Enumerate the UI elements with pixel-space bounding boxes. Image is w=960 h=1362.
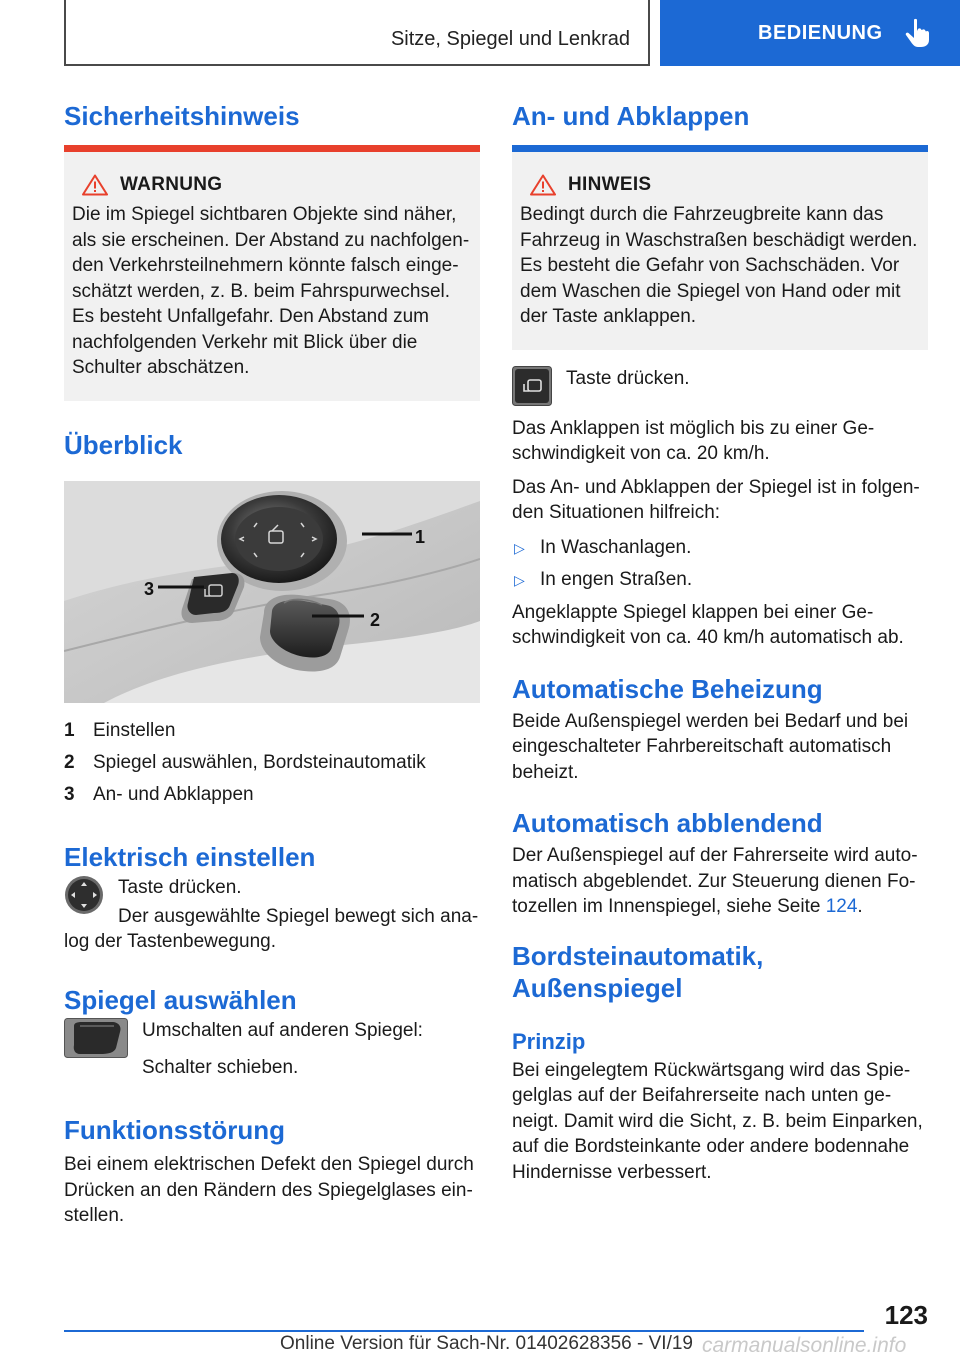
curb-heading-line-1: Bordsteinautomatik,: [512, 940, 764, 971]
legend-number: 1: [64, 719, 75, 741]
warning-text-1: Die im Spiegel sichtbaren Objekte sind näher, als sie erscheinen. Der Abstand zu nachfolgenden Verkehrsteilnehmern könnte falsch eingeschätzt werden, z. B. beim Fahrspurwechsel.: [72, 204, 470, 302]
list-item: [64, 715, 480, 747]
situation-list: [512, 532, 928, 596]
electric-text-1: Taste drücken.: [118, 876, 242, 898]
principle-heading: Prinzip: [512, 1028, 586, 1054]
select-text-2: Schalter schieben.: [142, 1057, 299, 1078]
page-number: 123: [884, 1300, 928, 1330]
triangle-bullet-icon: ▷: [514, 571, 525, 588]
pointing-hand-icon: [903, 18, 931, 48]
header-section-title: Sitze, Spiegel und Lenkrad: [390, 28, 630, 50]
notice-rule: [512, 145, 928, 152]
fold-text-1: Das Anklappen ist möglich bis zu einer Geschwindigkeit von ca. 20 km/h.: [512, 417, 875, 464]
notice-box: [512, 152, 928, 350]
warning-triangle-icon: [82, 174, 108, 196]
dimming-heading: Automatisch abblendend: [512, 808, 823, 838]
mirror-switch-icon: [64, 1018, 128, 1058]
principle-text: Bei eingelegtem Rückwärtsgang wird das Spiegelglas auf der Beifahrerseite nach unten geneigt. Damit wird die Sicht, z. B. beim Einparken, auf die Bordsteinkante oder andere bodennahe Hindernisse verbessert.: [512, 1059, 923, 1183]
dimming-text: [512, 843, 928, 920]
notice-text-1: Bedingt durch die Fahrzeugbreite kann das Fahrzeug in Waschstraßen beschädigt werden.: [520, 204, 918, 251]
electric-heading: Elektrisch einstellen: [64, 841, 316, 872]
curb-heading-line-2: Außenspiegel: [512, 972, 683, 1003]
warning-text-2: Es besteht Unfallgefahr. Den Abstand zum nachfolgenden Verkehr mit Blick über die Schulter abschätzen.: [72, 306, 429, 378]
notice-label: HINWEIS: [568, 174, 652, 195]
triangle-bullet-icon: ▷: [514, 539, 525, 556]
legend-number: 3: [64, 783, 75, 805]
curb-heading: [512, 940, 928, 1004]
warning-rule: [64, 145, 480, 152]
select-text-1: Umschalten auf anderen Spiegel:: [142, 1020, 423, 1041]
select-heading: Spiegel auswählen: [64, 985, 297, 1015]
electric-text-2-start: Der ausgewählte Spiegel bewegt sich ana-: [118, 905, 479, 927]
dimming-text-end: .: [857, 896, 863, 917]
header-tab-bedienung[interactable]: [660, 0, 960, 66]
legend-text: Einstellen: [93, 719, 176, 741]
bullet-text: In engen Straßen.: [540, 568, 693, 590]
warning-label: WARNUNG: [120, 174, 223, 195]
list-item: [64, 779, 480, 811]
overview-heading: Überblick: [64, 429, 183, 460]
legend-number: 2: [64, 751, 75, 773]
legend-text: Spiegel auswählen, Bordsteinautomatik: [93, 751, 426, 773]
callout-2: 2: [370, 609, 381, 630]
overview-legend: [64, 715, 480, 811]
list-item: [512, 564, 928, 596]
footer-rule: [64, 1330, 864, 1332]
press-text: Taste drücken.: [566, 367, 690, 389]
fold-text-2: Das An- und Abklappen der Spiegel ist in folgenden Situationen hilfreich:: [512, 476, 920, 523]
fault-text: Bei einem elektrischen Defekt den Spiegel durch Drücken an den Rändern des Spiegelglases einstellen.: [64, 1154, 474, 1226]
warning-box: [64, 152, 480, 401]
mirror-adjust-button-icon: [64, 875, 104, 915]
fault-heading: Funktionsstörung: [64, 1115, 285, 1145]
warning-triangle-icon: [530, 174, 556, 196]
page-124-link[interactable]: 124: [825, 896, 858, 917]
footer-online-version: Online Version für Sach-Nr. 01402628356 - VI/19: [280, 1333, 693, 1354]
heating-text: Beide Außenspiegel werden bei Bedarf und bei eingeschalteter Fahrbereitschaft automatisch beheizt.: [512, 710, 909, 783]
fold-text-3: Angeklappte Spiegel klappen bei einer Geschwindigkeit von ca. 40 km/h automatisch ab.: [512, 601, 904, 648]
legend-text: An- und Abklappen: [93, 783, 254, 805]
list-item: [64, 747, 480, 779]
fold-button-icon: [512, 366, 552, 406]
fold-heading: An- und Abklappen: [512, 101, 750, 131]
mirror-controls-photo: [64, 481, 480, 703]
heating-heading: Automatische Beheizung: [512, 673, 823, 704]
safety-heading: Sicherheitshinweis: [64, 101, 300, 131]
electric-text-2-end: log der Tastenbewegung.: [64, 930, 276, 952]
header-section-box: [64, 0, 650, 66]
header-tab-label: BEDIENUNG: [758, 21, 883, 44]
callout-3: 3: [144, 578, 155, 599]
callout-1: 1: [415, 526, 426, 547]
dimming-text-body: Der Außenspiegel auf der Fahrerseite wird automatisch abgeblendet. Zur Steuerung dienen Fotozellen im Innenspiegel, siehe Seite: [512, 845, 918, 917]
right-column: [512, 100, 928, 1185]
watermark: carmanualsonline.info: [702, 1334, 907, 1357]
notice-text-2: Es besteht die Gefahr von Sachschäden. Vor dem Waschen die Spiegel von Hand oder mit der Taste anklappen.: [520, 255, 901, 327]
left-column: [64, 100, 480, 1229]
bullet-text: In Waschanlagen.: [540, 536, 692, 558]
list-item: [512, 532, 928, 564]
